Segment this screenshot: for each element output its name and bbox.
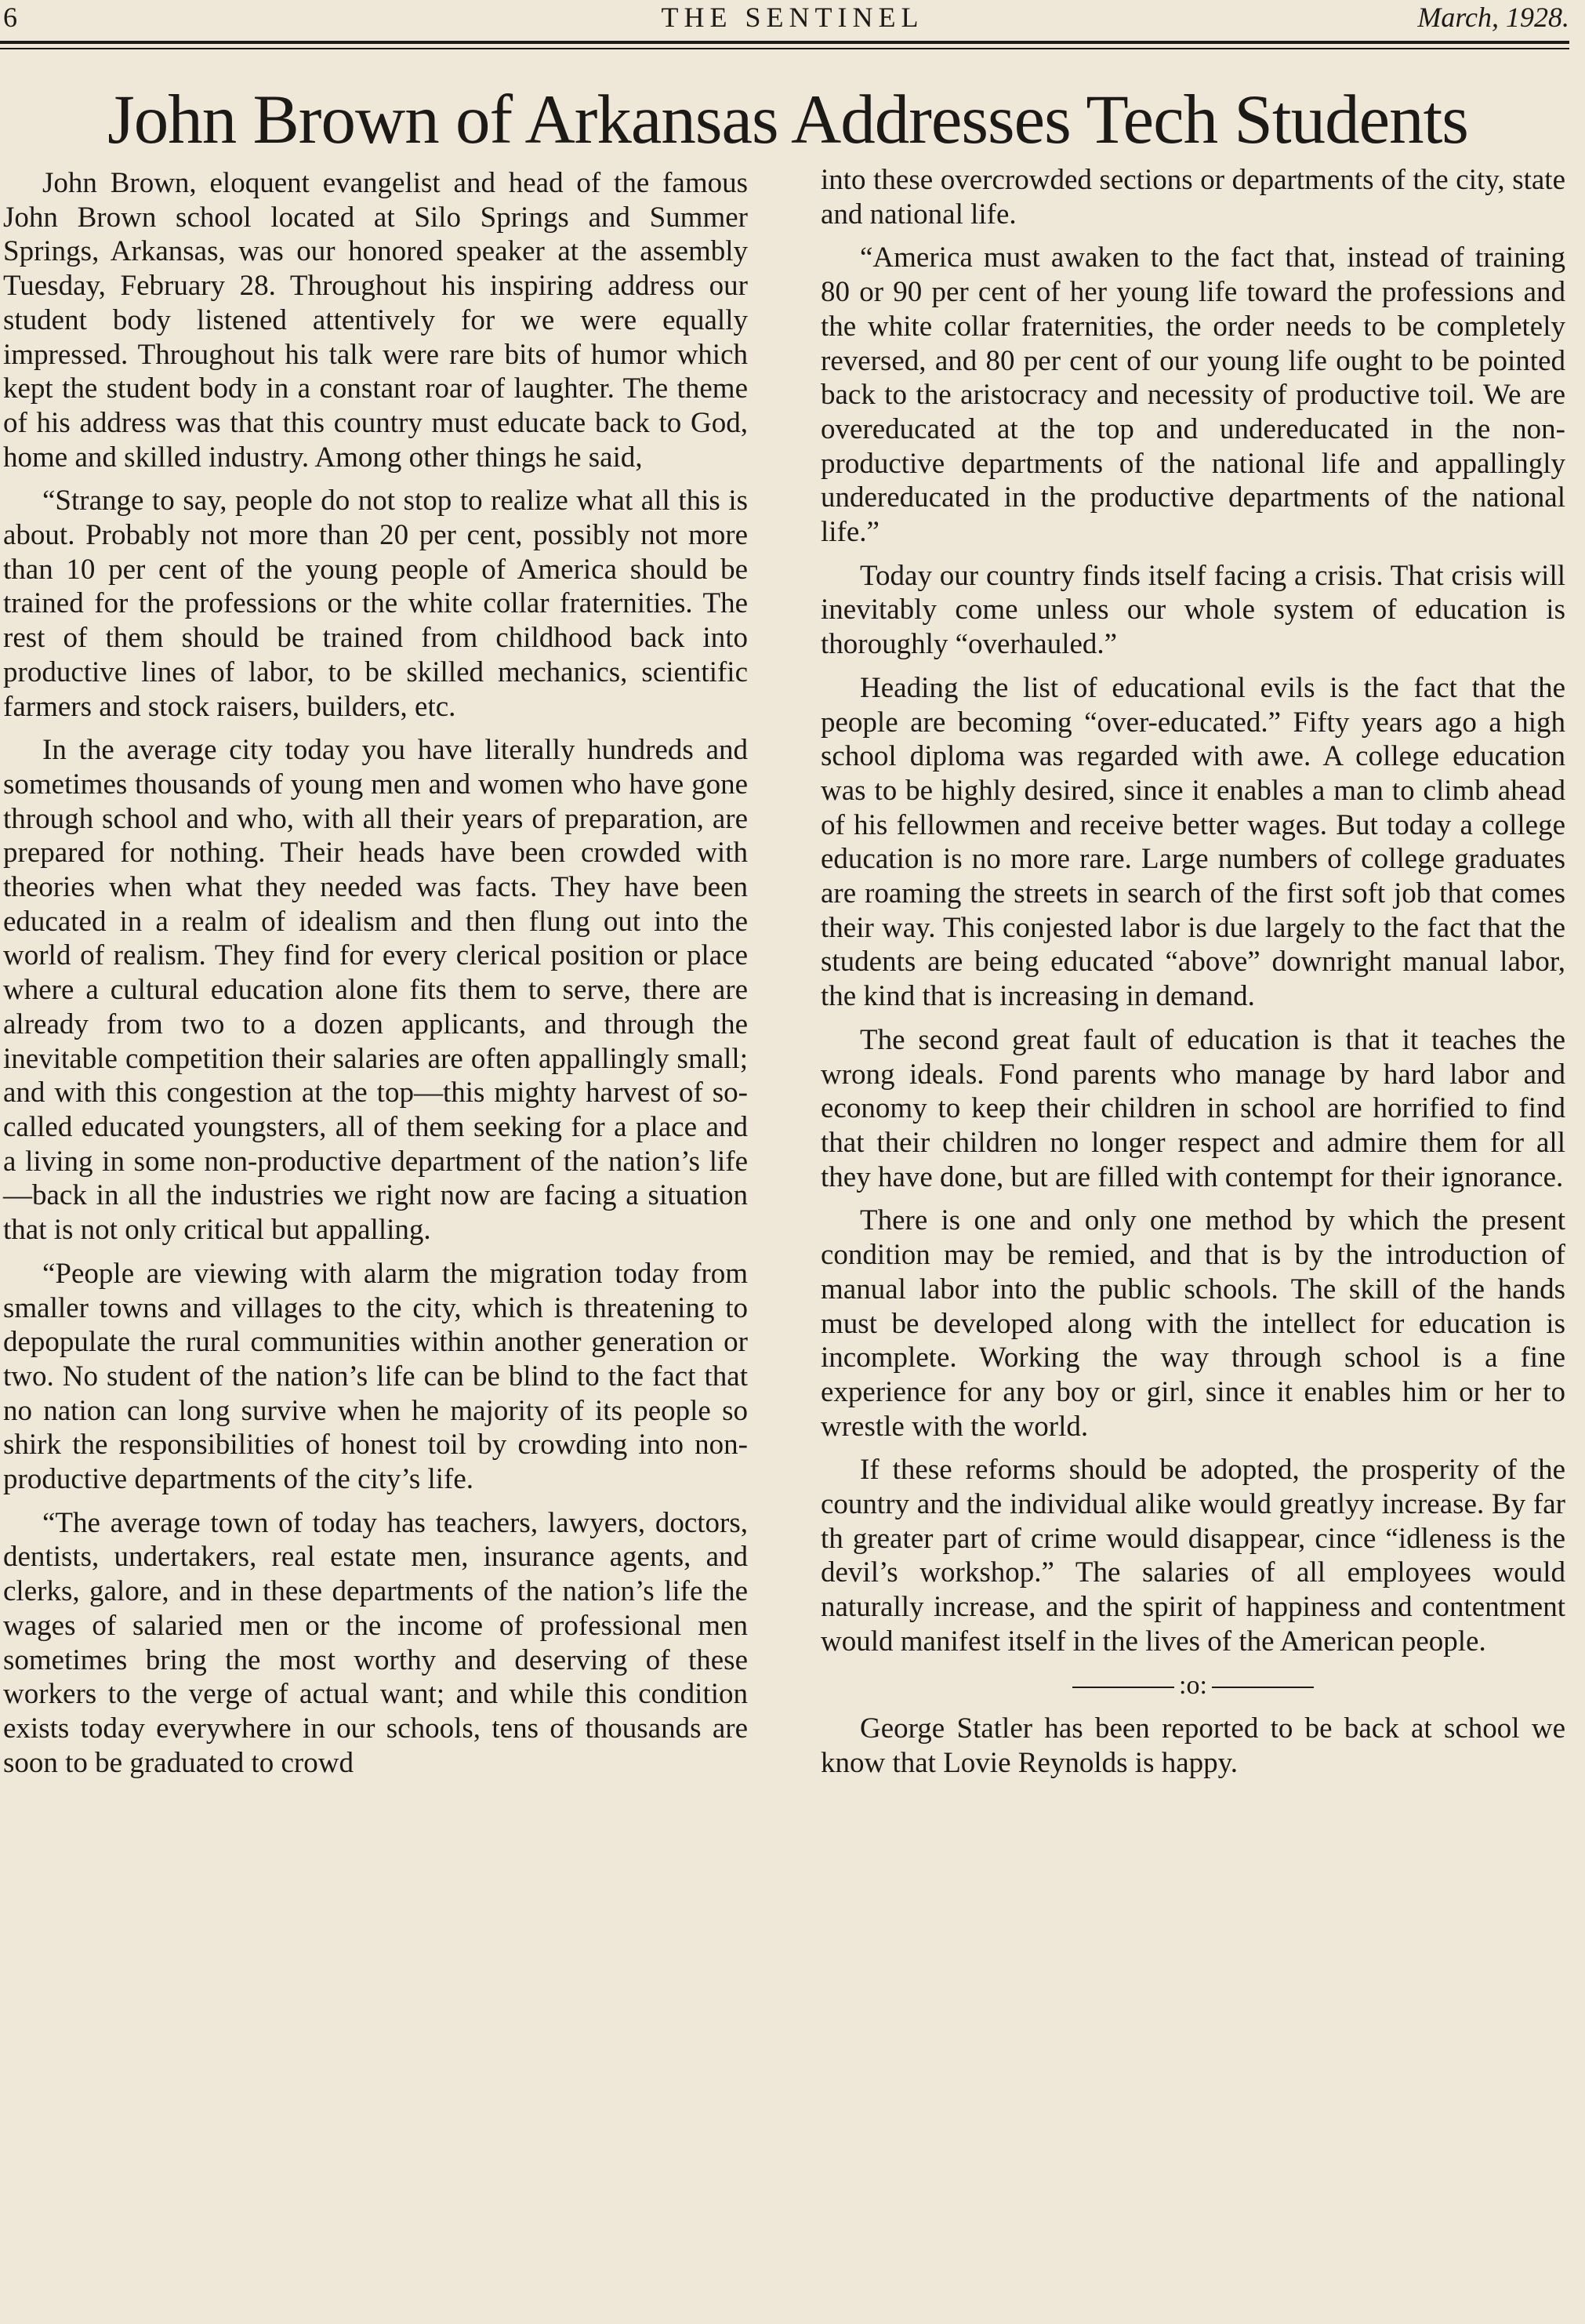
paragraph: Heading the list of educational evils is the fact that the people are becoming “over-educated.” Fifty years ago a high school diploma was regarded with awe. A college education was to be highly desired, since it enables a man to climb ahead of his fellowmen and receive better wages. But today a college education is no more rare. Large numbers of college graduates are roaming the streets in search of the first soft job that comes their way. This conjested labor is due largely to the fact that the students are being educated “above” downright manual labor, the kind that is increasing in demand. [821, 671, 1565, 1013]
separator-line [1072, 1687, 1174, 1688]
news-note: George Statler has been reported to be back at school we know that Lovie Reynolds is happy. [821, 1712, 1565, 1779]
paragraph: “America must awaken to the fact that, instead of training 80 or 90 per cent of her young life toward the professions and the white collar fraternities, the order needs to be completely reversed, and 80 per cent of our young life ought to be pointed back to the aristocracy and necessity of productive toil. We are overeducated at the top and undereducated in the non-productive departments of the national life and appallingly undereducated in the productive departments of the national life.” [821, 241, 1565, 549]
paragraph: “The average town of today has teachers, lawyers, doctors, dentists, undertakers, real estate men, insurance agents, and clerks, galore, and in these departments of the nation’s life the wages of salaried men or the income of professional men sometimes bring the most worthy and deserving of these workers to the verge of actual want; and while this condition exists today everywhere in our schools, tens of thousands are soon to be graduated to crowd [3, 1506, 748, 1779]
right-column [821, 163, 1565, 1790]
paragraph: The second great fault of education is that it teaches the wrong ideals. Fond parents who manage by hard labor and economy to keep their children in school are horrified to find that their children no longer respect and admire them for all they have done, but are filled with contempt for their ignorance. [821, 1023, 1565, 1193]
article-headline: John Brown of Arkansas Addresses Tech Students [107, 82, 1468, 158]
paragraph: If these reforms should be adopted, the prosperity of the country and the individual alike would greatlyy increase. By far th greater part of crime would disappear, cince “idleness is the devil’s workshop.” The salaries of all employees would naturally increase, and the spirit of happiness and contentment would manifest itself in the lives of the American people. [821, 1454, 1565, 1658]
paragraph: In the average city today you have literally hundreds and sometimes thousands of young men and women who have gone through school and who, with all their years of preparation, are prepared for nothing. Their heads have been crowded with theories when what they needed was facts. They have been educated in a realm of idealism and then flung out into the world of realism. They find for every clerical position or place where a cultural education alone fits them to serve, there are already from two to a dozen applicants, and through the inevitable competition their salaries are often appallingly small; and with this congestion at the top—this mighty harvest of so-called educated youngsters, all of them seeking for a place and a living in some non-productive department of the nation’s life—back in all the industries we right now are facing a situation that is not only critical but appalling. [3, 734, 748, 1247]
paragraph: “People are viewing with alarm the migration today from smaller towns and villages to the city, which is threatening to depopulate the rural communities within another generation or two. No student of the nation’s life can be blind to the fact that no nation can long survive when he majority of its people so shirk the responsibilities of honest toil by crowding into non-productive departments of the city’s life. [3, 1257, 748, 1496]
paragraph: Today our country finds itself facing a crisis. That crisis will inevitably come unless our whole system of education is thoroughly “overhauled.” [821, 559, 1565, 661]
paragraph: “Strange to say, people do not stop to realize what all this is about. Probably not more than 20 per cent, possibly not more than 10 per cent of the young people of America should be trained for the professions or the white collar fraternities. The rest of them should be trained from childhood back into productive lines of labor, to be skilled mechanics, scientific farmers and stock raisers, builders, etc. [3, 485, 748, 723]
separator-line [1212, 1687, 1314, 1688]
left-column [3, 166, 748, 1789]
header-rule-thick [0, 41, 1569, 44]
paragraph: There is one and only one method by which the present condition may be remied, and that is by the introduction of manual labor into the public schools. The skill of the hands must be developed along with the intellect for education is incomplete. Working the way through school is a fine experience for any boy or girl, since it enables him or her to wrestle with the world. [821, 1204, 1565, 1443]
paragraph: into these overcrowded sections or departments of the city, state and national life. [821, 164, 1565, 231]
masthead: THE SENTINEL [661, 2, 924, 33]
issue-date: March, 1928. [1417, 2, 1569, 33]
header-rule-thin [0, 48, 1569, 49]
page-header [0, 0, 1585, 39]
separator-mark: :o: [1179, 1670, 1207, 1700]
paragraph: John Brown, eloquent evangelist and head of the famous John Brown school located at Silo Springs and Summer Springs, Arkansas, was our honored speaker at the assembly Tuesday, February 28. Throughout his inspiring address our student body listened attentively for we were equally impressed. Throughout his talk were rare bits of humor which kept the student body in a constant roar of laughter. The theme of his address was that this country must educate back to God, home and skilled industry. Among other things he said, [3, 167, 748, 474]
page-number: 6 [3, 2, 17, 33]
section-separator [821, 1669, 1565, 1703]
